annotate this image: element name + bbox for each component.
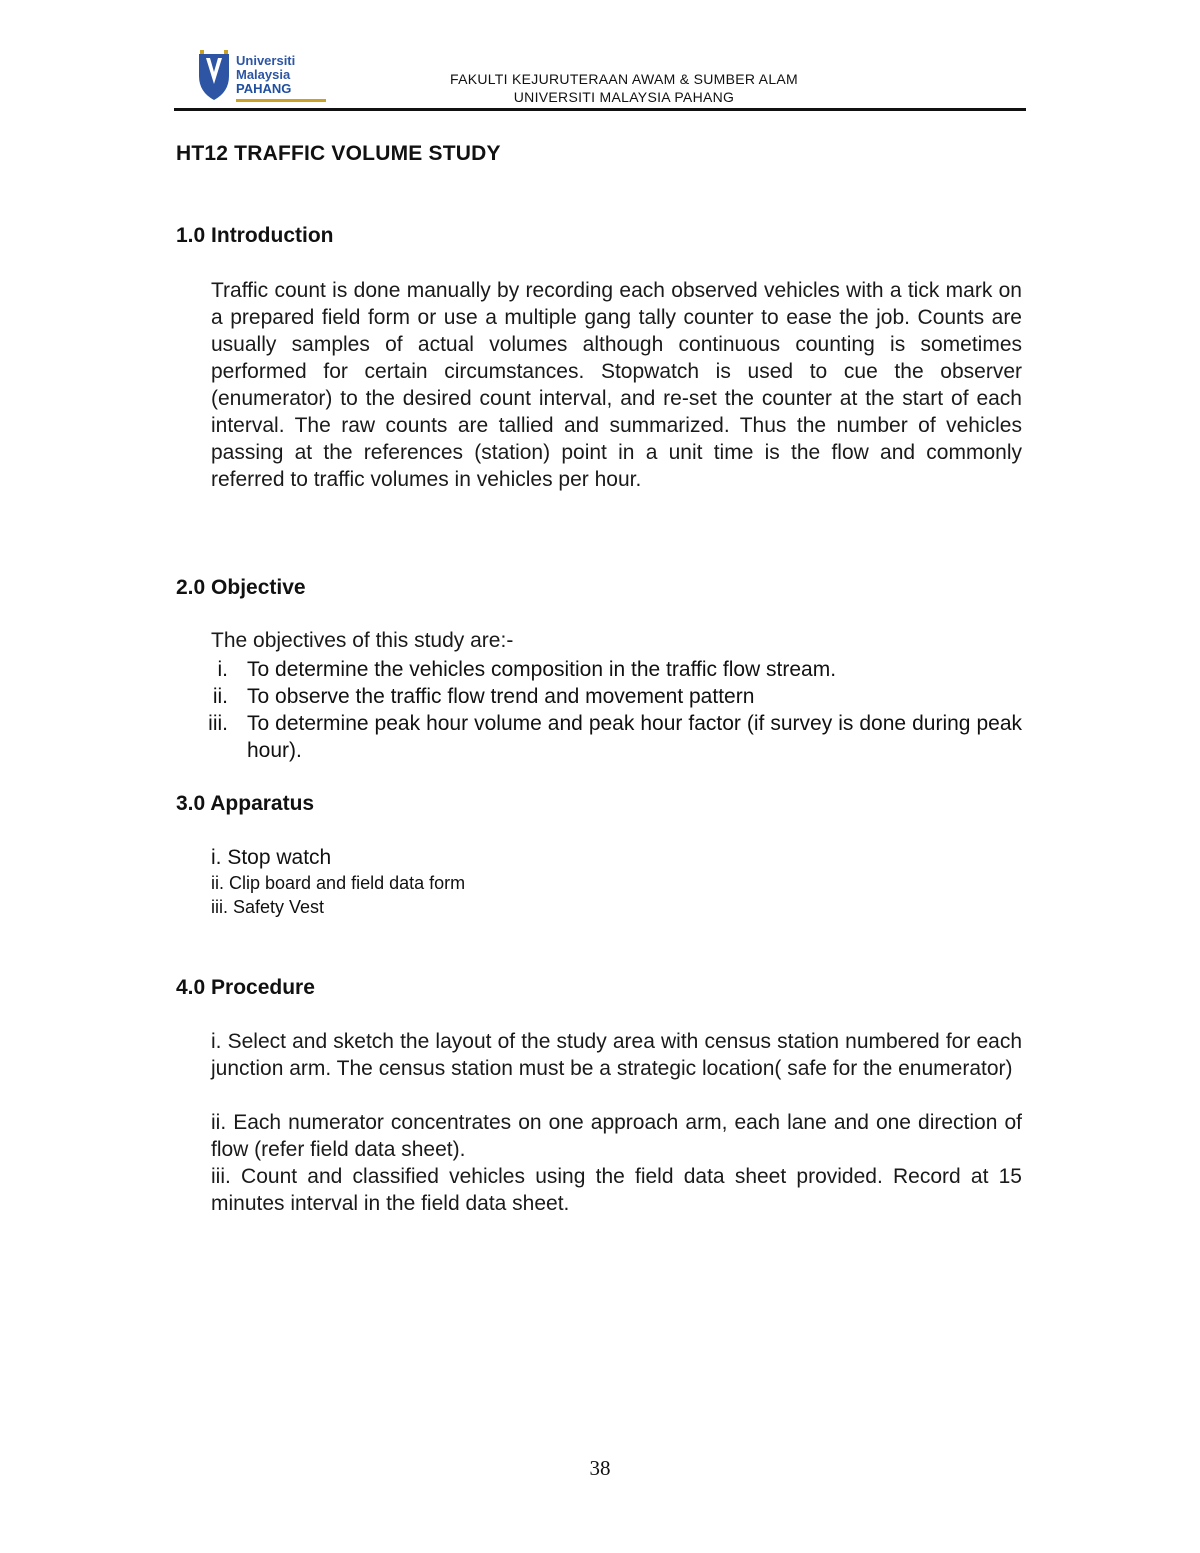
- logo-wordmark: [236, 54, 295, 96]
- apparatus-item: i. Stop watch: [211, 846, 332, 869]
- objective-lead: The objectives of this study are:-: [211, 629, 514, 652]
- page-number: 38: [589, 1456, 611, 1480]
- list-text: To determine the vehicles composition in the traffic flow stream.: [247, 658, 837, 681]
- document-title: HT12 TRAFFIC VOLUME STUDY: [176, 142, 501, 165]
- university-logo: [196, 50, 336, 108]
- logo-line-2: Malaysia: [236, 67, 291, 82]
- list-number: iii.: [208, 712, 228, 735]
- objective-heading: 2.0 Objective: [176, 576, 306, 599]
- list-text: To determine peak hour volume and peak hour factor (if survey is done during peak hour).: [247, 712, 1022, 762]
- introduction-paragraph: Traffic count is done manually by recording each observed vehicles with a tick mark on a prepared field form or use a multiple gang tally counter to ease the job. Counts are usually samples of actual volumes although continuous counting is sometimes performed for certain circumstances. Stopwatch is used to cue the observer (enumerator) to the desired count interval, and re-set the counter at the start of each interval. The raw counts are tallied and summarized. Thus the number of vehicles passing at the references (station) point in a unit time is the flow and commonly referred to traffic volumes in vehicles per hour.: [211, 279, 1022, 491]
- introduction-heading: 1.0 Introduction: [176, 224, 334, 247]
- apparatus-item: iii. Safety Vest: [211, 897, 325, 917]
- apparatus-heading: 3.0 Apparatus: [176, 792, 315, 815]
- header-divider: [174, 108, 1026, 111]
- shield-logo-icon: [196, 50, 232, 102]
- header-text: [354, 70, 894, 106]
- list-number: ii.: [212, 685, 228, 708]
- logo-line-1: Universiti: [236, 53, 296, 68]
- procedure-step: i. Select and sketch the layout of the study area with census station numbered for each junction arm. The census station must be a strategic location( safe for the enumerator): [211, 1030, 1022, 1080]
- list-text: To observe the traffic flow trend and movement pattern: [247, 685, 755, 708]
- page-header: [174, 44, 1026, 112]
- apparatus-item: ii. Clip board and field data form: [211, 873, 466, 893]
- university-name: UNIVERSITI MALAYSIA PAHANG: [513, 89, 735, 105]
- procedure-step: iii. Count and classified vehicles using the field data sheet provided. Record at 15 minutes interval in the field data sheet.: [211, 1165, 1022, 1215]
- list-item: [176, 656, 1022, 683]
- objective-list: [176, 656, 1022, 764]
- list-item: [176, 710, 1022, 764]
- list-number: i.: [217, 658, 228, 681]
- logo-tagline-bar: [236, 99, 326, 102]
- procedure-heading: 4.0 Procedure: [176, 976, 315, 999]
- procedure-step: ii. Each numerator concentrates on one approach arm, each lane and one direction of flow (refer field data sheet).: [211, 1111, 1022, 1161]
- faculty-name: FAKULTI KEJURUTERAAN AWAM & SUMBER ALAM: [449, 71, 799, 87]
- list-item: [176, 683, 1022, 710]
- logo-line-3: PAHANG: [236, 81, 292, 96]
